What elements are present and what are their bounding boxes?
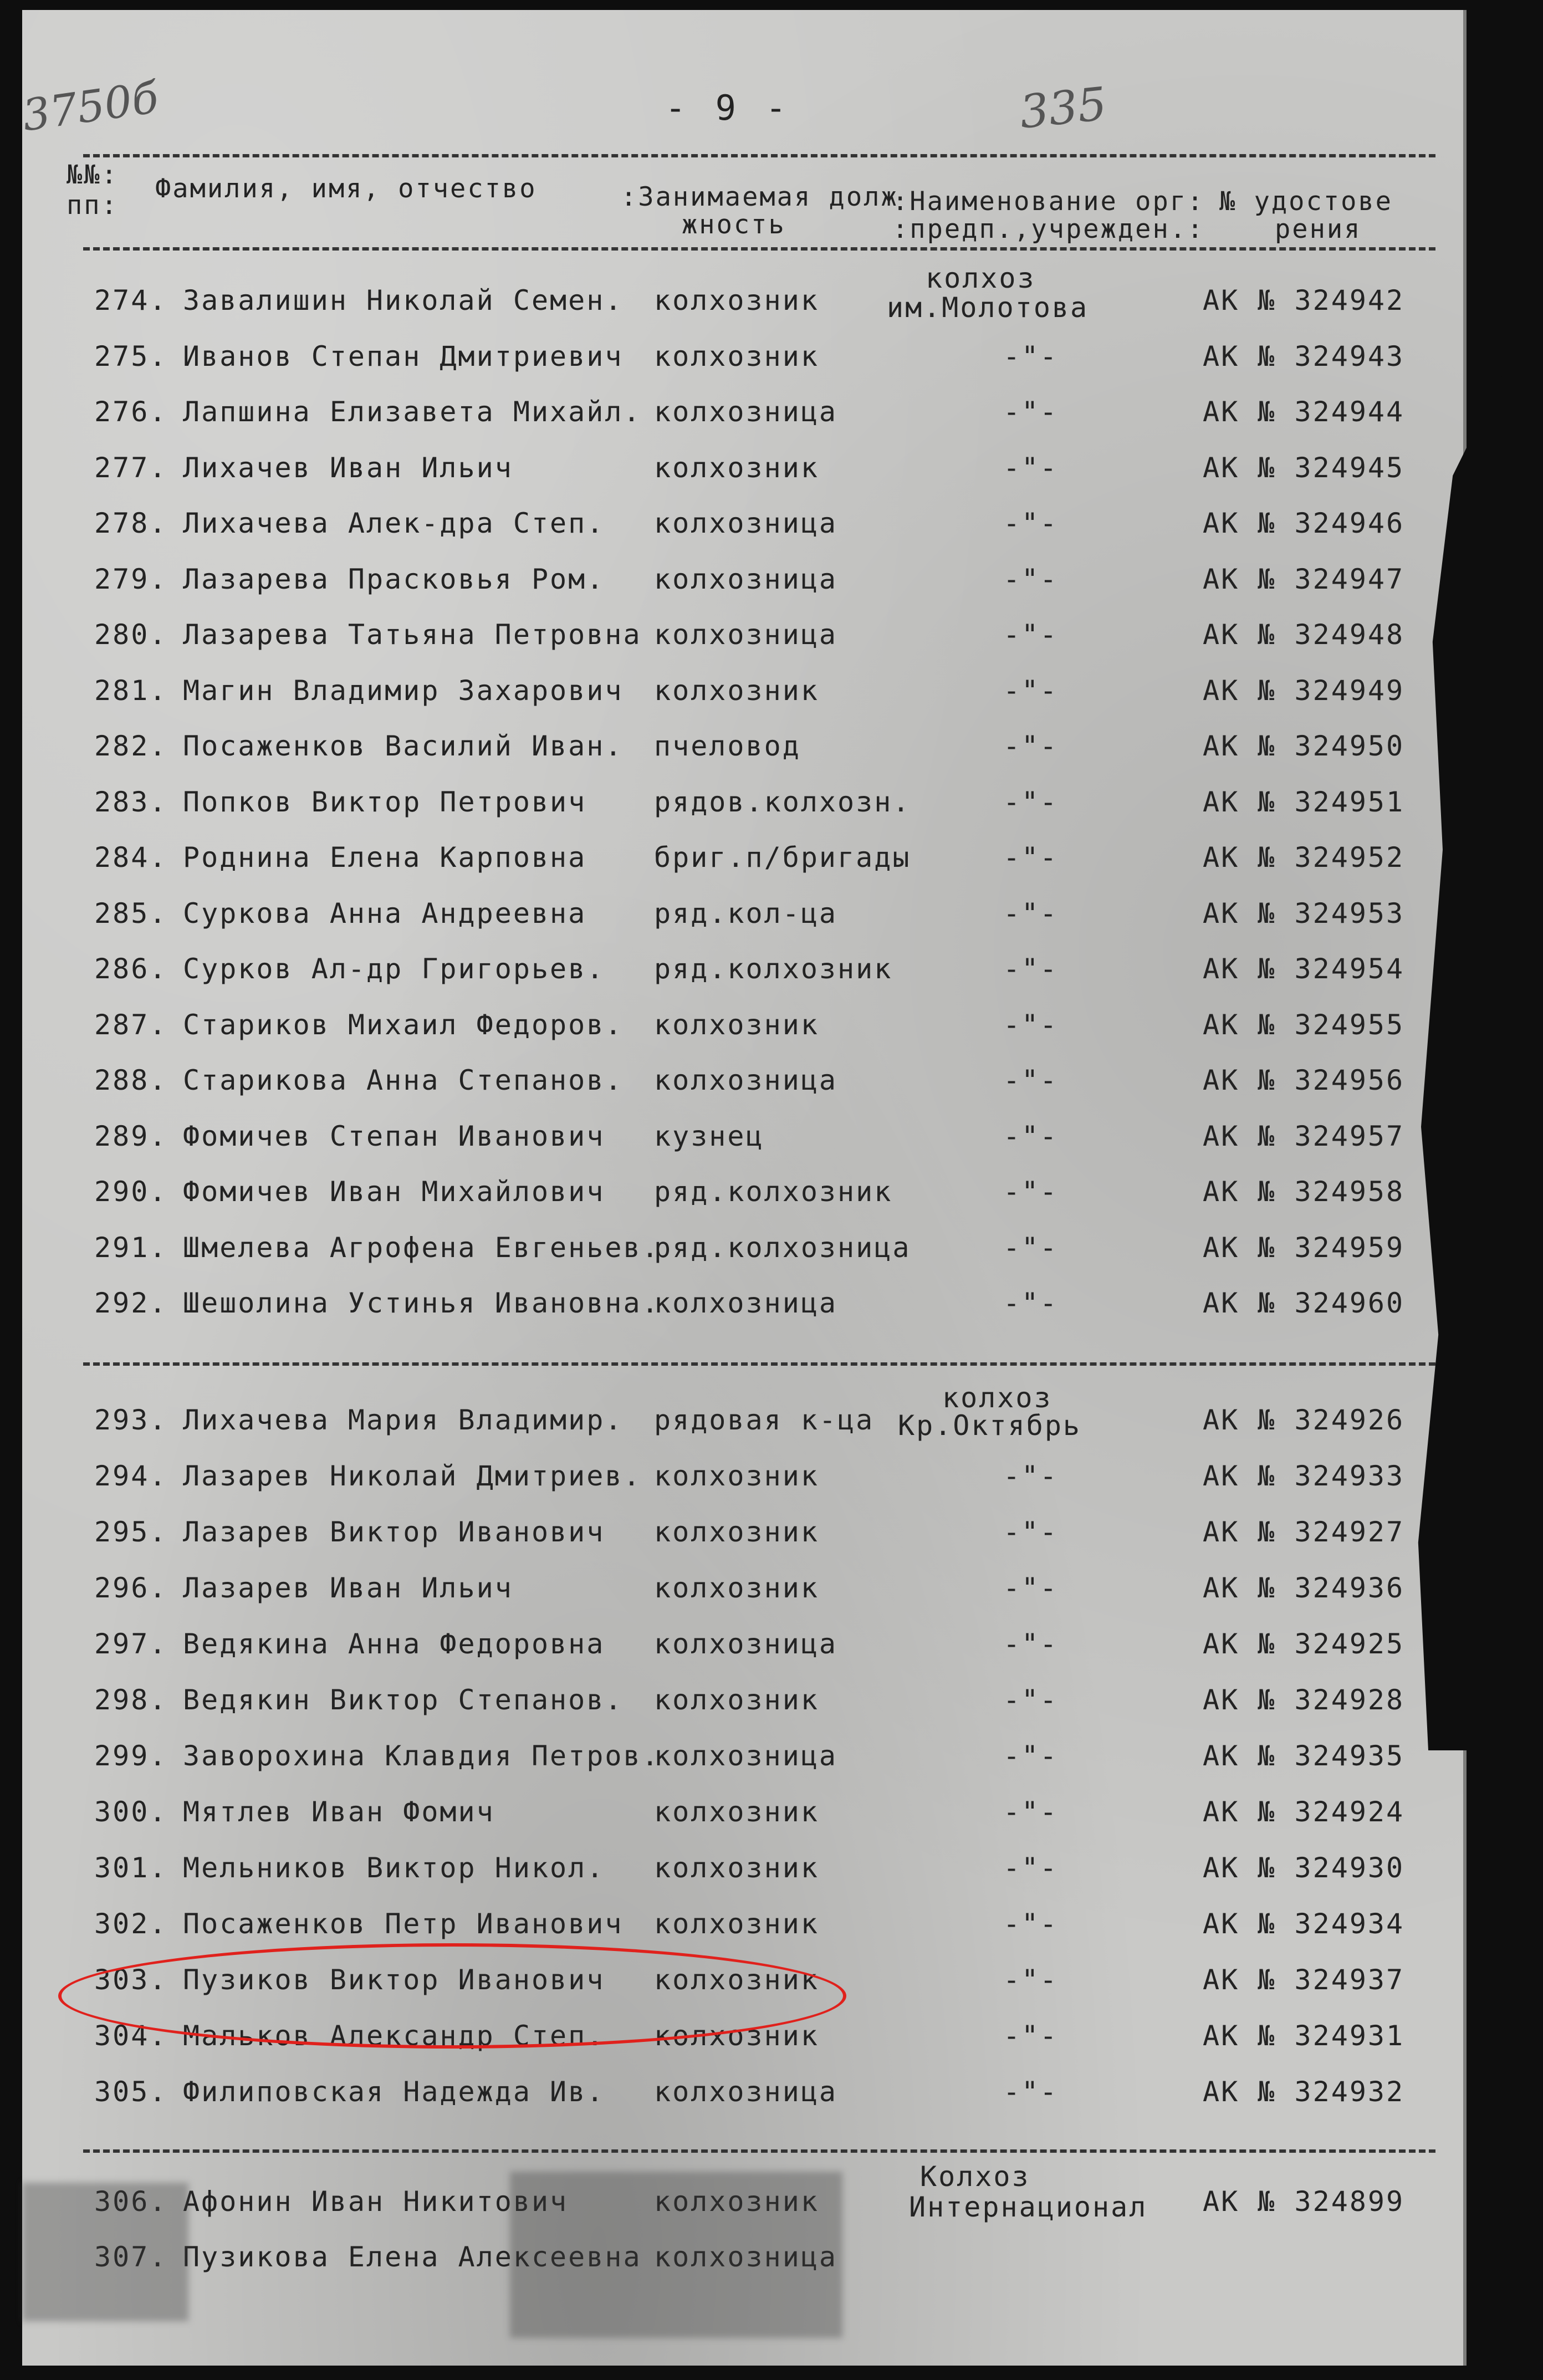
row-number: 275. <box>94 340 168 372</box>
organization: -"- <box>1003 1684 1059 1716</box>
section-rule-1 <box>83 1362 1435 1366</box>
header-bottom-rule <box>83 247 1435 251</box>
list-item <box>22 730 1463 785</box>
list-item <box>22 1740 1463 1795</box>
person-name: Шмелева Агрофена Евгеньев. <box>183 1231 660 1264</box>
person-name: Заворохина Клавдия Петров. <box>183 1740 660 1772</box>
row-number: 276. <box>94 396 168 428</box>
row-number: 299. <box>94 1740 168 1772</box>
position: колхозник <box>654 2185 819 2218</box>
organization: -"- <box>1003 563 1059 595</box>
certificate-number: АК № 324944 <box>1203 396 1405 428</box>
org-group2-line1: колхоз <box>942 1382 1052 1414</box>
position: колхозник <box>654 1460 819 1492</box>
header-cert-line2: рения <box>1275 214 1362 244</box>
organization: -"- <box>1003 2076 1059 2108</box>
certificate-number: АК № 324958 <box>1203 1176 1405 1208</box>
position: колхозница <box>654 1628 838 1660</box>
position: ряд.колхозница <box>654 1231 911 1264</box>
position: рядовая к-ца <box>654 1404 875 1436</box>
certificate-number: АК № 324946 <box>1203 507 1405 539</box>
section-rule-2 <box>83 2149 1435 2153</box>
organization: -"- <box>1003 1852 1059 1884</box>
row-number: 300. <box>94 1796 168 1828</box>
person-name: Мальков Александр Степ. <box>183 2020 605 2052</box>
list-item <box>22 953 1463 1008</box>
row-number: 279. <box>94 563 168 595</box>
certificate-number: АК № 324924 <box>1203 1796 1405 1828</box>
org-group1-line2: им.Молотова <box>887 292 1089 324</box>
list-item <box>22 1572 1463 1627</box>
list-item <box>22 340 1463 396</box>
position: колхозница <box>654 2241 838 2273</box>
list-item <box>22 1064 1463 1120</box>
person-name: Иванов Степан Дмитриевич <box>183 340 624 372</box>
person-name: Мятлев Иван Фомич <box>183 1796 495 1828</box>
list-item <box>22 452 1463 507</box>
row-number: 274. <box>94 284 168 316</box>
certificate-number: АК № 324899 <box>1203 2185 1405 2218</box>
certificate-number: АК № 324952 <box>1203 841 1405 874</box>
red-highlight-oval <box>58 1943 846 2049</box>
certificate-number: АК № 324948 <box>1203 619 1405 651</box>
row-number: 284. <box>94 841 168 874</box>
row-number: 291. <box>94 1231 168 1264</box>
position: колхозник <box>654 1796 819 1828</box>
certificate-number: АК № 324953 <box>1203 897 1405 929</box>
person-name: Лазарева Прасковья Ром. <box>183 563 605 595</box>
position: рядов.колхозн. <box>654 785 911 818</box>
certificate-number: АК № 324950 <box>1203 730 1405 762</box>
header-cert-line1: № удостове <box>1219 186 1393 217</box>
certificate-number: АК № 324955 <box>1203 1008 1405 1041</box>
person-name: Филиповская Надежда Ив. <box>183 2076 605 2108</box>
person-name: Посаженков Василий Иван. <box>183 730 624 762</box>
list-item <box>22 1287 1463 1342</box>
list-item <box>22 786 1463 841</box>
person-name: Ведякин Виктор Степанов. <box>183 1684 624 1716</box>
organization: -"- <box>1003 785 1059 818</box>
person-name: Лихачева Мария Владимир. <box>183 1404 624 1436</box>
row-number: 304. <box>94 2020 168 2052</box>
document-page <box>19 10 1467 2366</box>
person-name: Шешолина Устинья Ивановна. <box>183 1287 660 1319</box>
certificate-number: АК № 324956 <box>1203 1064 1405 1096</box>
person-name: Лихачев Иван Ильич <box>183 451 513 484</box>
position: колхозница <box>654 396 838 428</box>
organization: -"- <box>1003 1008 1059 1041</box>
position: колхозник <box>654 1516 819 1548</box>
certificate-number: АК № 324933 <box>1203 1460 1405 1492</box>
row-number: 292. <box>94 1287 168 1319</box>
page-number: - 9 - <box>665 88 791 128</box>
person-name: Лазарев Виктор Иванович <box>183 1516 605 1548</box>
certificate-number: АК № 324960 <box>1203 1287 1405 1319</box>
row-number: 280. <box>94 619 168 651</box>
row-number: 301. <box>94 1852 168 1884</box>
certificate-number: АК № 324949 <box>1203 674 1405 707</box>
org-group3-line1: Колхоз <box>920 2161 1030 2193</box>
header-number-line2: пп: <box>67 190 119 221</box>
row-number: 281. <box>94 674 168 707</box>
position: колхозница <box>654 1740 838 1772</box>
certificate-number: АК № 324927 <box>1203 1516 1405 1548</box>
organization: -"- <box>1003 1231 1059 1264</box>
position: колхозница <box>654 1287 838 1319</box>
person-name: Фомичев Иван Михайлович <box>183 1176 605 1208</box>
list-item <box>22 1684 1463 1739</box>
position: колхозница <box>654 619 838 651</box>
list-item <box>22 284 1463 340</box>
person-name: Ведякина Анна Федоровна <box>183 1628 605 1660</box>
header-top-rule <box>83 154 1435 157</box>
row-number: 283. <box>94 785 168 818</box>
row-number: 303. <box>94 1964 168 1996</box>
row-number: 282. <box>94 730 168 762</box>
row-number: 302. <box>94 1908 168 1940</box>
position: колхозник <box>654 451 819 484</box>
position: колхозник <box>654 2020 819 2052</box>
org-group1-line1: колхоз <box>926 262 1036 294</box>
row-number: 305. <box>94 2076 168 2108</box>
position: колхозница <box>654 507 838 539</box>
list-item <box>22 507 1463 563</box>
list-item <box>22 396 1463 451</box>
list-item <box>22 1460 1463 1515</box>
organization: -"- <box>1003 841 1059 874</box>
position: бриг.п/бригады <box>654 841 911 874</box>
row-number: 290. <box>94 1176 168 1208</box>
certificate-number: АК № 324937 <box>1203 1964 1405 1996</box>
row-number: 293. <box>94 1404 168 1436</box>
list-item <box>22 563 1463 619</box>
position: ряд.колхозник <box>654 1176 893 1208</box>
organization: -"- <box>1003 1908 1059 1940</box>
list-item <box>22 841 1463 897</box>
organization: -"- <box>1003 1796 1059 1828</box>
certificate-number: АК № 324943 <box>1203 340 1405 372</box>
position: ряд.кол-ца <box>654 897 838 929</box>
list-item <box>22 1628 1463 1683</box>
certificate-number: АК № 324959 <box>1203 1231 1405 1264</box>
certificate-number: АК № 324926 <box>1203 1404 1405 1436</box>
organization: -"- <box>1003 396 1059 428</box>
row-number: 289. <box>94 1120 168 1152</box>
person-name: Магин Владимир Захарович <box>183 674 624 707</box>
organization: -"- <box>1003 451 1059 484</box>
organization: -"- <box>1003 619 1059 651</box>
certificate-number: АК № 324947 <box>1203 563 1405 595</box>
list-item <box>22 1009 1463 1064</box>
organization: -"- <box>1003 674 1059 707</box>
organization: -"- <box>1003 1287 1059 1319</box>
pencil-sheet-number: 335 <box>1017 78 1110 139</box>
row-number: 296. <box>94 1572 168 1604</box>
organization: -"- <box>1003 1176 1059 1208</box>
organization: -"- <box>1003 1120 1059 1152</box>
organization: -"- <box>1003 2020 1059 2052</box>
person-name: Сурков Ал-др Григорьев. <box>183 953 605 985</box>
row-number: 286. <box>94 953 168 985</box>
row-number: 287. <box>94 1008 168 1041</box>
certificate-number: АК № 324936 <box>1203 1572 1405 1604</box>
row-number: 277. <box>94 451 168 484</box>
position: колхозник <box>654 1008 819 1041</box>
org-group3-line2: Интернационал <box>909 2191 1148 2223</box>
row-number: 295. <box>94 1516 168 1548</box>
person-name: Пузиков Виктор Иванович <box>183 1964 605 1996</box>
header-org-line2: :предп.,учрежден.: <box>892 214 1205 244</box>
person-name: Лапшина Елизавета Михайл. <box>183 396 642 428</box>
position: колхозник <box>654 284 819 316</box>
list-item <box>22 1404 1463 1459</box>
organization: -"- <box>1003 340 1059 372</box>
pencil-archive-number: 3750б <box>19 73 162 141</box>
list-item <box>22 1120 1463 1176</box>
person-name: Фомичев Степан Иванович <box>183 1120 605 1152</box>
person-name: Пузикова Елена Алексеевна <box>183 2241 642 2273</box>
position: колхозник <box>654 1684 819 1716</box>
position: пчеловод <box>654 730 801 762</box>
certificate-number: АК № 324954 <box>1203 953 1405 985</box>
certificate-number: АК № 324932 <box>1203 2076 1405 2108</box>
person-name: Попков Виктор Петрович <box>183 785 587 818</box>
list-item <box>22 1852 1463 1907</box>
row-number: 306. <box>94 2185 168 2218</box>
certificate-number: АК № 324935 <box>1203 1740 1405 1772</box>
organization: -"- <box>1003 1572 1059 1604</box>
certificate-number: АК № 324942 <box>1203 284 1405 316</box>
person-name: Лихачева Алек-дра Степ. <box>183 507 605 539</box>
person-name: Афонин Иван Никитович <box>183 2185 569 2218</box>
person-name: Лазарева Татьяна Петровна <box>183 619 642 651</box>
list-item <box>22 1176 1463 1231</box>
header-position-line1: :Занимаемая долж <box>621 182 898 212</box>
certificate-number: АК № 324931 <box>1203 2020 1405 2052</box>
row-number: 294. <box>94 1460 168 1492</box>
list-item <box>22 1232 1463 1287</box>
organization: -"- <box>1003 1516 1059 1548</box>
row-number: 288. <box>94 1064 168 1096</box>
certificate-number: АК № 324925 <box>1203 1628 1405 1660</box>
person-name: Лазарев Иван Ильич <box>183 1572 513 1604</box>
person-name: Суркова Анна Андреевна <box>183 897 587 929</box>
organization: -"- <box>1003 1740 1059 1772</box>
organization: -"- <box>1003 897 1059 929</box>
organization: -"- <box>1003 1964 1059 1996</box>
organization: -"- <box>1003 730 1059 762</box>
position: колхозник <box>654 1908 819 1940</box>
organization: -"- <box>1003 507 1059 539</box>
person-name: Стариков Михаил Федоров. <box>183 1008 624 1041</box>
row-number: 278. <box>94 507 168 539</box>
certificate-number: АК № 324945 <box>1203 451 1405 484</box>
position: колхозница <box>654 2076 838 2108</box>
header-org-line1: :Наименование орг: <box>892 186 1205 217</box>
position: колхозник <box>654 674 819 707</box>
certificate-number: АК № 324957 <box>1203 1120 1405 1152</box>
list-item <box>22 2076 1463 2131</box>
smudge <box>510 2172 842 2338</box>
certificate-number: АК № 324934 <box>1203 1908 1405 1940</box>
row-number: 285. <box>94 897 168 929</box>
organization: -"- <box>1003 1064 1059 1096</box>
list-item <box>22 1796 1463 1851</box>
person-name: Роднина Елена Карповна <box>183 841 587 874</box>
person-name: Старикова Анна Степанов. <box>183 1064 624 1096</box>
row-number: 297. <box>94 1628 168 1660</box>
position: колхозник <box>654 340 819 372</box>
organization: -"- <box>1003 953 1059 985</box>
person-name: Мельников Виктор Никол. <box>183 1852 605 1884</box>
position: колхозница <box>654 563 838 595</box>
list-item <box>22 897 1463 953</box>
person-name: Лазарев Николай Дмитриев. <box>183 1460 642 1492</box>
position: колхозник <box>654 1964 819 1996</box>
smudge <box>22 2183 188 2321</box>
header-number-line1: №№: <box>67 160 119 190</box>
certificate-number: АК № 324951 <box>1203 785 1405 818</box>
list-item <box>22 1516 1463 1571</box>
list-item <box>22 619 1463 674</box>
organization: -"- <box>1003 1460 1059 1492</box>
position: ряд.колхозник <box>654 953 893 985</box>
header-position-line2: жность <box>682 210 786 240</box>
position: кузнец <box>654 1120 764 1152</box>
organization: -"- <box>1003 1628 1059 1660</box>
position: колхозник <box>654 1852 819 1884</box>
certificate-number: АК № 324930 <box>1203 1852 1405 1884</box>
header-name: Фамилия, имя, отчество <box>155 173 537 204</box>
position: колхозник <box>654 1572 819 1604</box>
person-name: Завалишин Николай Семен. <box>183 284 624 316</box>
row-number: 298. <box>94 1684 168 1716</box>
position: колхозница <box>654 1064 838 1096</box>
org-group2-line2: Кр.Октябрь <box>898 1409 1082 1442</box>
certificate-number: АК № 324928 <box>1203 1684 1405 1716</box>
list-item <box>22 675 1463 730</box>
row-number: 307. <box>94 2241 168 2273</box>
person-name: Посаженков Петр Иванович <box>183 1908 624 1940</box>
